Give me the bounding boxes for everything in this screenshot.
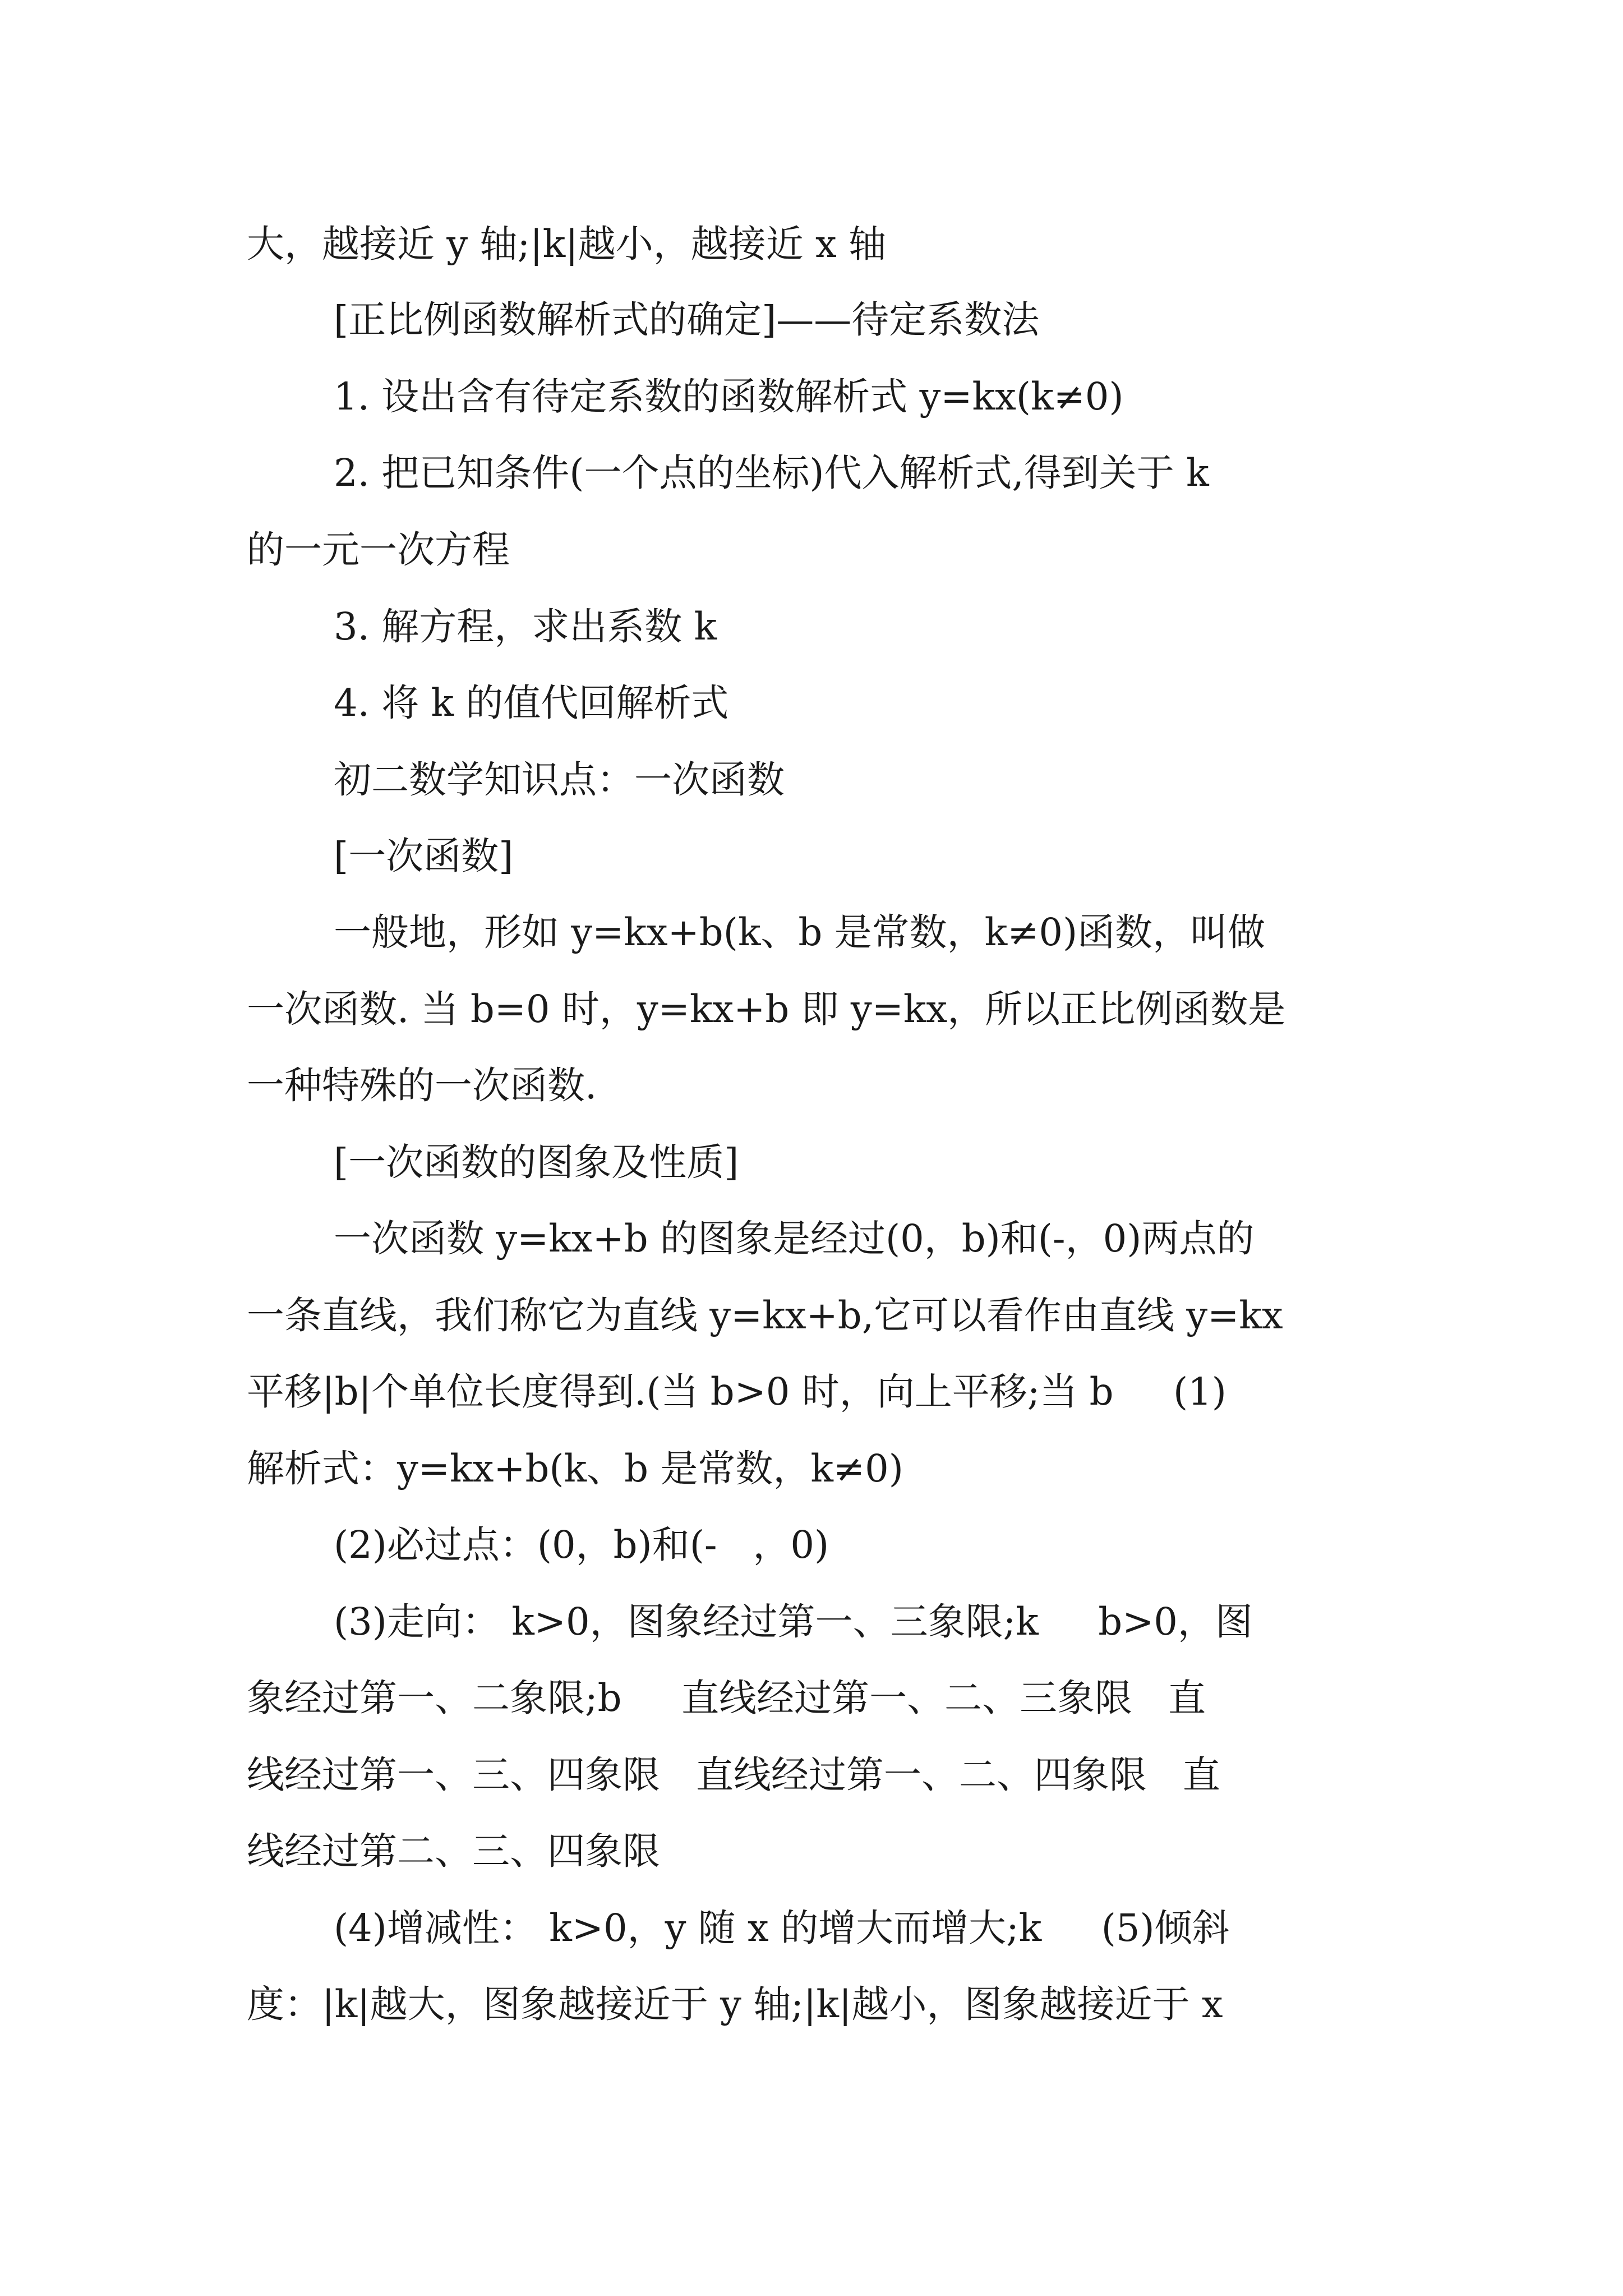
- section-title: 初二数学知识点：一次函数: [334, 758, 785, 802]
- text-line: (2)必过点：(0，b)和(- ，0): [334, 1523, 829, 1567]
- text-line: 2. 把已知条件(一个点的坐标)代入解析式,得到关于 k: [334, 451, 1209, 495]
- text-line: (3)走向： k>0，图象经过第一、三象限;k b>0，图: [334, 1600, 1253, 1644]
- text-line: 1. 设出含有待定系数的函数解析式 y=kx(k≠0): [334, 375, 1124, 418]
- text-line: 解析式：y=kx+b(k、b 是常数，k≠0): [247, 1447, 903, 1490]
- section-heading: [一次函数的图象及性质]: [334, 1140, 739, 1184]
- text-line: 3. 解方程，求出系数 k: [334, 605, 717, 648]
- section-heading: [一次函数]: [334, 834, 514, 878]
- text-line: 线经过第一、三、四象限 直线经过第一、二、四象限 直: [247, 1753, 1220, 1797]
- text-line: 一般地，形如 y=kx+b(k、b 是常数，k≠0)函数，叫做: [334, 910, 1266, 954]
- section-heading: [正比例函数解析式的确定]——待定系数法: [334, 298, 1040, 342]
- text-line: 一次函数. 当 b=0 时，y=kx+b 即 y=kx，所以正比例函数是: [247, 987, 1286, 1031]
- text-line: 平移|b|个单位长度得到.(当 b>0 时，向上平移;当 b (1): [247, 1370, 1227, 1414]
- text-line: 4. 将 k 的值代回解析式: [334, 681, 729, 725]
- text-line: 象经过第一、二象限;b 直线经过第一、二、三象限 直: [247, 1676, 1206, 1720]
- text-line: (4)增减性： k>0，y 随 x 的增大而增大;k (5)倾斜: [334, 1906, 1230, 1950]
- text-line: 一种特殊的一次函数.: [247, 1064, 597, 1107]
- text-line: 大，越接近 y 轴;|k|越小，越接近 x 轴: [247, 222, 887, 266]
- text-line: 一条直线，我们称它为直线 y=kx+b,它可以看作由直线 y=kx: [247, 1294, 1283, 1337]
- text-line: 线经过第二、三、四象限: [247, 1829, 660, 1873]
- text-line: 一次函数 y=kx+b 的图象是经过(0，b)和(-，0)两点的: [334, 1217, 1255, 1260]
- text-line: 度：|k|越大，图象越接近于 y 轴;|k|越小，图象越接近于 x: [247, 1982, 1223, 2026]
- text-line: 的一元一次方程: [247, 528, 510, 572]
